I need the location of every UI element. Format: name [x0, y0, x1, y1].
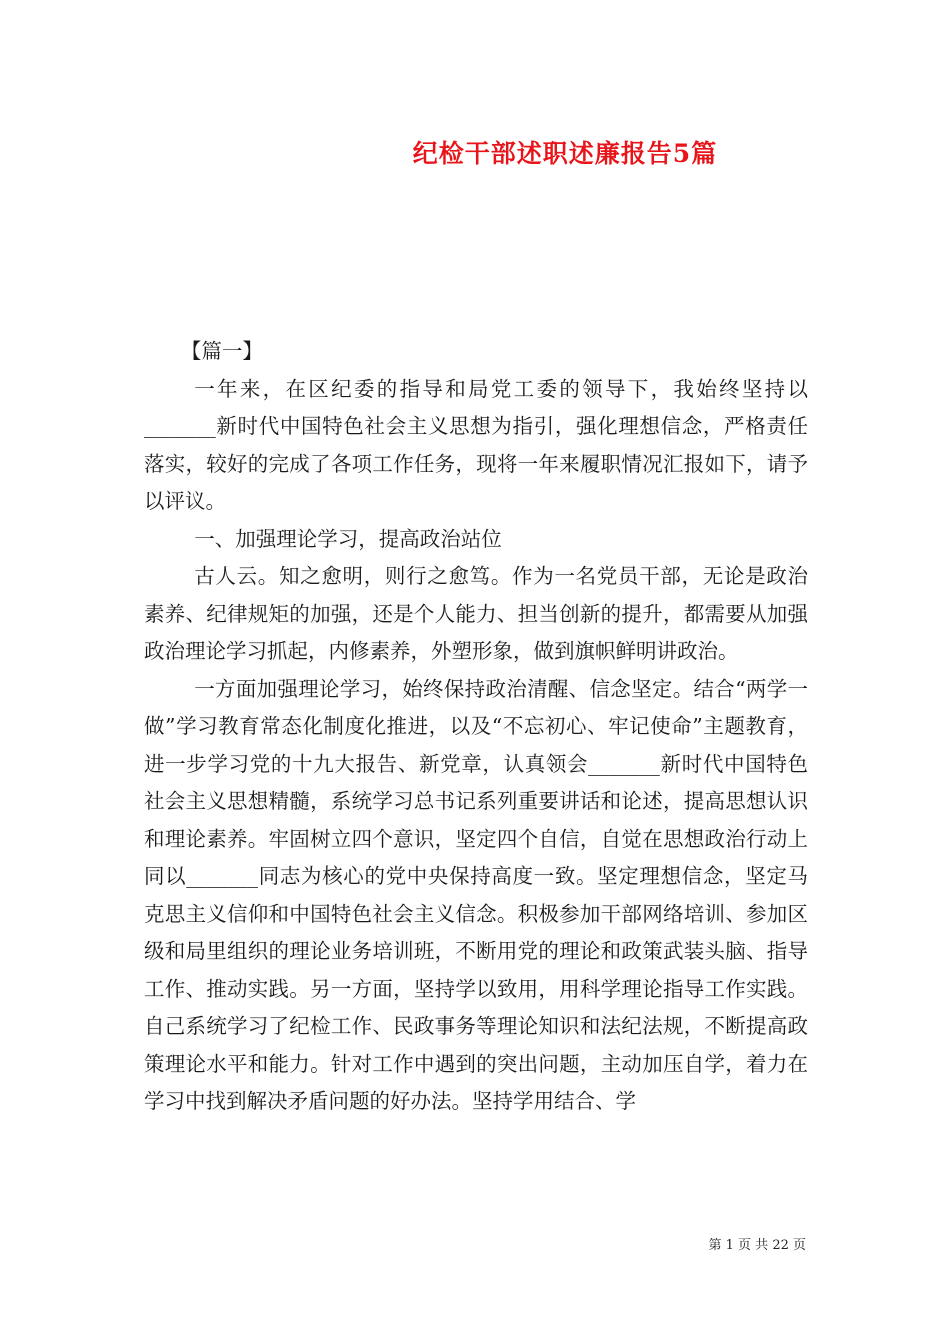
page-number: 第 1 页 共 22 页 [708, 1238, 806, 1253]
section-heading: 一、加强理论学习，提高政治站位 [194, 526, 502, 551]
section-label: 【篇一】 [180, 339, 263, 363]
document-body [144, 333, 808, 1121]
paragraph-intro: 一年来，在区纪委的指导和局党工委的领导下，我始终坚持以_______新时代中国特色社会主义思想为指引，强化理想信念，严格责任落实，较好的完成了各项工作任务，现将一年来履职情况汇报如下，请予以评议。 [144, 376, 808, 513]
paragraph: 古人云。知之愈明，则行之愈笃。作为一名党员干部，无论是政治素养、纪律规矩的加强，还是个人能力、担当创新的提升，都需要从加强政治理论学习抓起，内修素养，外塑形象，做到旗帜鲜明讲政治。 [144, 564, 808, 663]
paragraph: 一方面加强理论学习，始终保持政治清醒、信念坚定。结合“两学一做”学习教育常态化制度化推进，以及“不忘初心、牢记使命”主题教育，进一步学习党的十九大报告、新党章，认真领会_______新时代中国特色社会主义思想精髓，系统学习总书记系列重要讲话和论述，提高思想认识和理论素养。牢固树立四个意识，坚定四个自信，自觉在思想政治行动上同以_______同志为核心的党中央保持高度一致。坚定理想信念，坚定马克思主义信仰和中国特色社会主义信念。积极参加干部网络培训、参加区级和局里组织的理论业务培训班，不断用党的理论和政策武装头脑、指导工作、推动实践。另一方面，坚持学以致用，用科学理论指导工作实践。自己系统学习了纪检工作、民政事务等理论知识和法纪法规，不断提高政策理论水平和能力。针对工作中遇到的突出问题，主动加压自学，着力在学习中找到解决矛盾问题的好办法。坚持学用结合、学 [144, 676, 808, 1113]
document-title: 纪检干部述职述廉报告5篇 [412, 139, 718, 168]
